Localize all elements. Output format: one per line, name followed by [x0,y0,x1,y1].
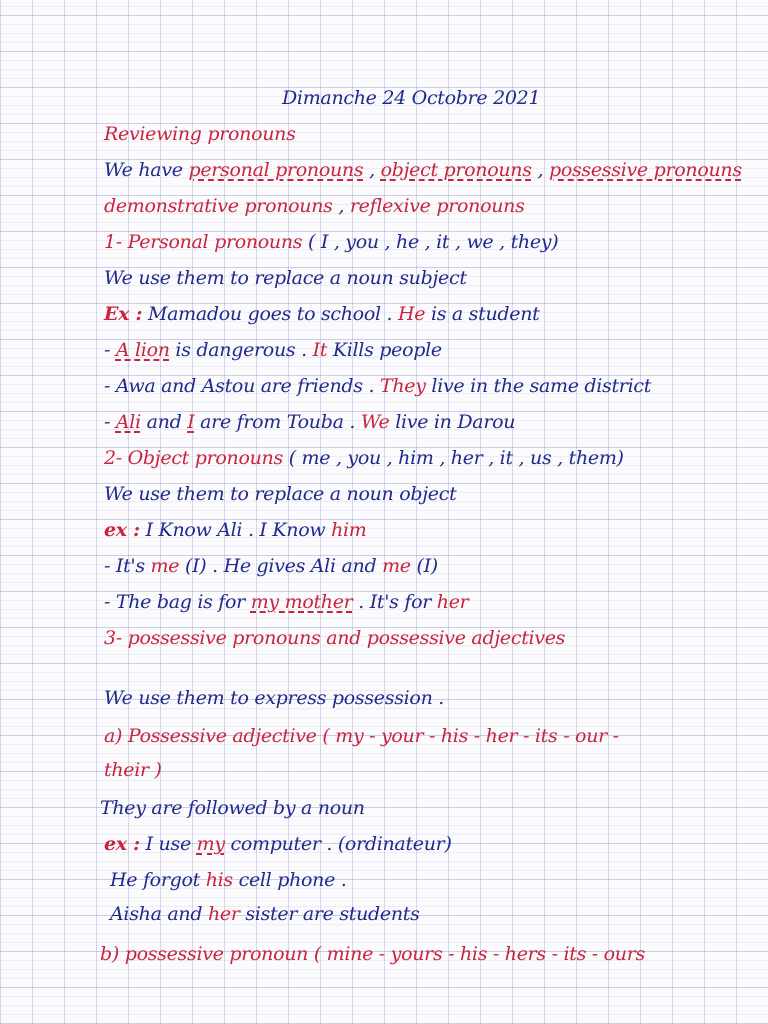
example-line [0,584,768,620]
text-segment: demonstrative pronouns [104,195,333,217]
text-segment: cell phone . [238,869,347,891]
title-text: Reviewing pronouns [104,123,296,145]
text-segment: We use them to replace a noun object [104,483,457,505]
section-2-heading [0,440,768,476]
text-segment: their ) [104,759,162,781]
text-segment: sister are students [245,903,420,925]
date-text: Dimanche 24 Octobre 2021 [282,87,541,109]
text-segment: , [369,159,375,181]
text-segment: personal pronouns [188,159,364,181]
text-segment: possessive pronouns [548,159,742,181]
text-segment: It [312,339,328,361]
text-segment: me [382,555,411,577]
text-segment: my [196,833,225,855]
subsection-b-heading [0,936,768,972]
text-segment: We use them to replace a noun subject [104,267,467,289]
text-line-intro-2 [0,188,768,224]
text-segment: is a student [430,303,540,325]
text-segment: live in the same district [431,375,652,397]
text-segment: Ali [115,411,141,433]
text-segment: ( I , you , he , it , we , they) [308,231,559,253]
example-label: Ex : [104,303,143,325]
text-segment: her [436,591,469,613]
example-line [0,332,768,368]
text-segment: her [207,903,240,925]
text-segment: are from Touba . [200,411,356,433]
example-line [0,404,768,440]
text-segment: , [338,195,345,217]
date-line [0,80,768,116]
example-line [0,296,768,332]
text-segment: . It's for [358,591,432,613]
text-segment: a) Possessive adjective ( my - your - his - her - its - our - [104,725,619,747]
text-segment: - Awa and Astou are friends . [104,375,375,397]
text-segment: (I) [416,555,438,577]
subsection-a-continued [0,752,768,788]
text-segment: 2- Object pronouns [104,447,283,469]
text-segment: me [150,555,180,577]
text-segment: - [104,411,111,433]
text-segment: his [205,869,233,891]
text-segment: him [331,519,367,541]
example-label: ex : [104,519,140,541]
text-line [0,476,768,512]
subsection-a-heading [0,718,768,754]
text-segment: Aisha and [110,903,203,925]
text-segment: He forgot [110,869,200,891]
text-line [0,680,768,716]
text-line [0,790,768,826]
text-segment: object pronouns [380,159,532,181]
text-segment: 3- possessive pronouns and possessive adjectives [104,627,566,649]
text-segment: computer . (ordinateur) [230,833,452,855]
text-segment: - The bag is for [104,591,245,613]
section-1-heading [0,224,768,260]
text-segment: is dangerous . [175,339,307,361]
text-segment: I [187,411,195,433]
example-label: ex : [104,833,140,855]
text-segment: reflexive pronouns [349,195,525,217]
text-segment: We use them to express possession . [104,687,444,709]
text-segment: We have [104,159,183,181]
text-segment: live in Darou [395,411,516,433]
example-line [0,826,768,862]
example-line [0,512,768,548]
text-segment: Mamadou goes to school . [148,303,393,325]
text-segment: and [146,411,182,433]
title-line [0,116,768,152]
text-segment: We [360,411,390,433]
example-line [0,896,768,932]
text-segment: - It's [104,555,145,577]
text-segment: They are followed by a noun [100,797,365,819]
text-segment: ( me , you , him , her , it , us , them) [288,447,624,469]
text-segment: I use [145,833,191,855]
text-segment: my mother [250,591,353,613]
text-segment: , [537,159,544,181]
text-segment: He [397,303,426,325]
text-segment: - [104,339,111,361]
text-segment: I Know Ali . I Know [145,519,326,541]
example-line [0,548,768,584]
text-segment: b) possessive pronoun ( mine - yours - his - hers - its - ours [100,943,645,965]
example-line [0,862,768,898]
example-line [0,368,768,404]
text-segment: A lion [115,339,170,361]
text-segment: 1- Personal pronouns [104,231,303,253]
text-line [0,260,768,296]
section-3-heading [0,620,768,656]
text-segment: They [379,375,426,397]
text-segment: Kills people [332,339,442,361]
text-segment: (I) . He gives Ali and [184,555,377,577]
text-line-intro-1 [0,152,768,188]
